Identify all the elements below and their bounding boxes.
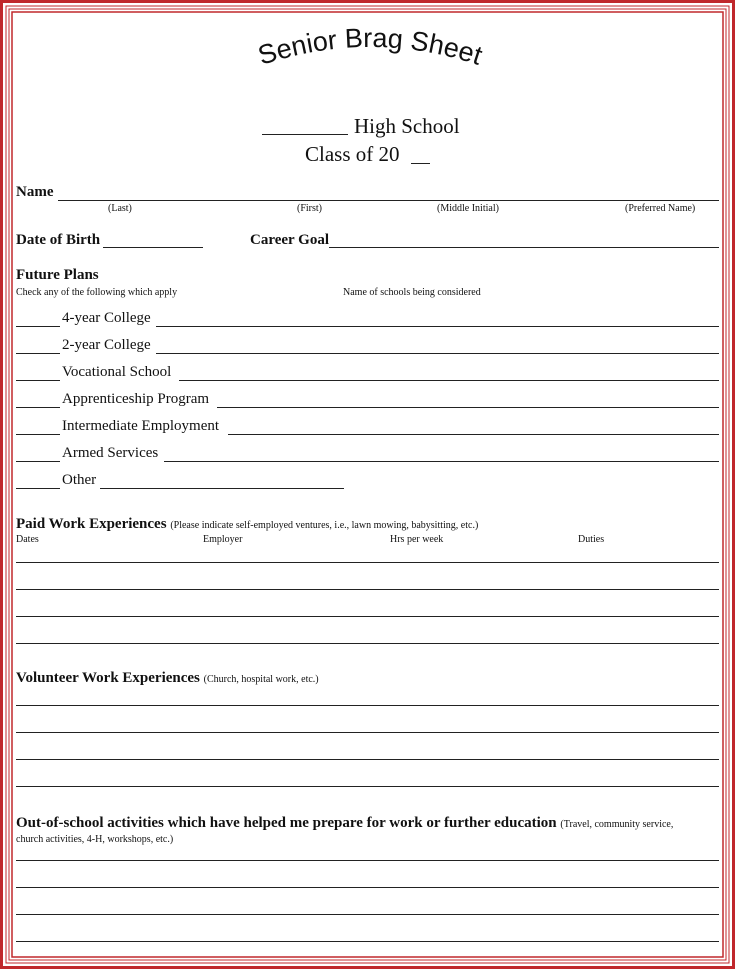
option-apprenticeship-label: Apprenticeship Program (62, 391, 210, 407)
paid-row-line[interactable] (16, 589, 719, 590)
school-line: High School (354, 114, 460, 138)
checkbox-4yr[interactable] (16, 326, 60, 327)
activities-row-line[interactable] (16, 860, 719, 861)
title-graphic (200, 20, 540, 90)
checkbox-other[interactable] (16, 488, 60, 489)
volunteer-row-line[interactable] (16, 786, 719, 787)
option-other-label: Other (62, 472, 97, 488)
col-employer: Employer (203, 534, 243, 545)
paid-row-line[interactable] (16, 616, 719, 617)
name-preferred-label: (Preferred Name) (625, 203, 696, 214)
paid-row-line[interactable] (16, 643, 719, 644)
activities-row-line[interactable] (16, 914, 719, 915)
checkbox-vocational[interactable] (16, 380, 60, 381)
activities-note-1: (Travel, community service, (560, 819, 674, 830)
col-dates: Dates (16, 534, 39, 545)
col-duties: Duties (578, 534, 605, 545)
future-plans-instructions: Check any of the following which apply (16, 287, 178, 298)
option-intermediate-label: Intermediate Employment (62, 418, 220, 434)
name-middle-label: (Middle Initial) (437, 203, 499, 214)
dob-label: Date of Birth (16, 232, 101, 248)
paid-work-note: (Please indicate self-employed ventures, i.e., lawn mowing, babysitting, etc.) (170, 520, 479, 531)
paid-work-label: Paid Work Experiences (16, 516, 167, 532)
checkbox-apprenticeship[interactable] (16, 407, 60, 408)
schools-considered-label: Name of schools being considered (343, 287, 481, 298)
checkbox-intermediate[interactable] (16, 434, 60, 435)
volunteer-row-line[interactable] (16, 705, 719, 706)
career-goal-label: Career Goal (250, 232, 330, 248)
future-plans-label: Future Plans (16, 267, 99, 283)
activities-row-line[interactable] (16, 941, 719, 942)
paid-work-heading (16, 516, 478, 533)
name-first-label: (First) (297, 203, 322, 214)
schools-2yr-field[interactable] (156, 353, 719, 354)
volunteer-label: Volunteer Work Experiences (16, 670, 200, 686)
schools-armed-field[interactable] (164, 461, 719, 462)
schools-apprenticeship-field[interactable] (217, 407, 719, 408)
volunteer-heading (16, 670, 319, 687)
name-last-label: (Last) (108, 203, 132, 214)
option-4yr-label: 4-year College (62, 310, 151, 326)
activities-row-line[interactable] (16, 887, 719, 888)
dob-field[interactable] (103, 247, 203, 248)
name-label: Name (16, 184, 54, 200)
checkbox-armed[interactable] (16, 461, 60, 462)
other-field[interactable] (100, 488, 344, 489)
option-armed-label: Armed Services (62, 445, 159, 461)
option-2yr-label: 2-year College (62, 337, 151, 353)
volunteer-note: (Church, hospital work, etc.) (203, 674, 319, 685)
volunteer-row-line[interactable] (16, 759, 719, 760)
activities-note-2: church activities, 4-H, workshops, etc.) (16, 834, 174, 845)
schools-vocational-field[interactable] (179, 380, 719, 381)
class-line: Class of 20 (305, 142, 400, 166)
checkbox-2yr[interactable] (16, 353, 60, 354)
paid-row-line[interactable] (16, 562, 719, 563)
activities-heading (16, 815, 673, 832)
activities-label: Out-of-school activities which have helped me prepare for work or further education (16, 815, 557, 831)
option-vocational-label: Vocational School (62, 364, 172, 380)
page-title: Senior Brag Sheet (254, 22, 486, 71)
svg-text:Senior Brag Sheet (255, 23, 487, 71)
name-field[interactable] (58, 200, 719, 201)
career-goal-field[interactable] (329, 247, 719, 248)
schools-4yr-field[interactable] (156, 326, 719, 327)
col-hours: Hrs per week (390, 534, 444, 545)
schools-intermediate-field[interactable] (228, 434, 719, 435)
volunteer-row-line[interactable] (16, 732, 719, 733)
